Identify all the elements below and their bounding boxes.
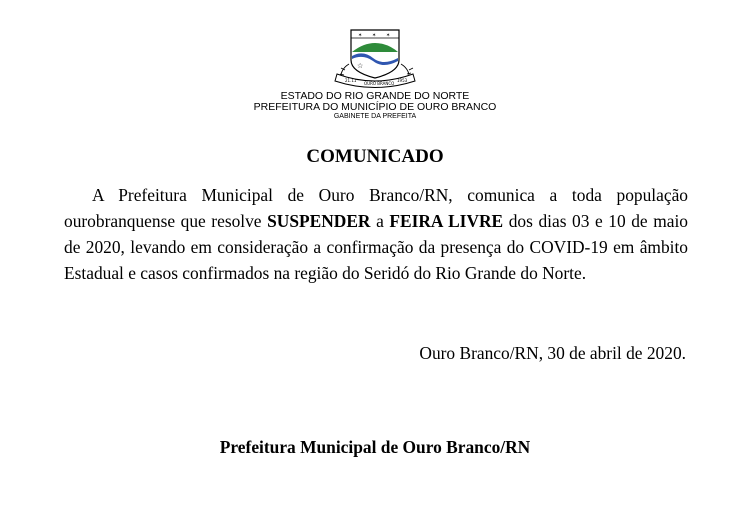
svg-text:✶: ✶	[386, 32, 391, 39]
body-emphasis-suspend: SUSPENDER	[267, 211, 371, 231]
header-office: GABINETE DA PREFEITA	[333, 113, 417, 120]
date-line: Ouro Branco/RN, 30 de abril de 2020.	[419, 343, 686, 363]
body-text-1: A Prefeitura Municipal de Ouro Branco/RN, comunica a toda população ourobranquense que resolve	[64, 185, 688, 231]
body-text-2: a	[370, 211, 390, 231]
document-title: COMUNICADO	[306, 146, 444, 167]
crest-ribbon-center: OURO BRANCO	[364, 81, 395, 86]
crest-ribbon-left: 21.11	[345, 78, 357, 83]
signature: Prefeitura Municipal de Ouro Branco/RN	[219, 437, 531, 457]
svg-text:✶: ✶	[358, 32, 363, 39]
crest-ribbon-right: 1953	[397, 78, 408, 83]
body-emphasis-market: FEIRA LIVRE	[389, 211, 504, 231]
coat-of-arms-icon	[327, 26, 423, 90]
header-state: ESTADO DO RIO GRANDE DO NORTE	[280, 90, 470, 102]
svg-text:✶: ✶	[372, 32, 377, 39]
announcement-body	[64, 182, 688, 286]
svg-text:☆: ☆	[357, 62, 364, 70]
header-municipality: PREFEITURA DO MUNICÍPIO DE OURO BRANCO	[253, 101, 497, 113]
body-text-3: dos dias 03 e 10 de maio de 2020, levando em consideração a confirmação da presença do COVID-19 em âmbito Estadual e casos confirmados na região do Seridó do Rio Grande do Norte.	[64, 211, 688, 283]
